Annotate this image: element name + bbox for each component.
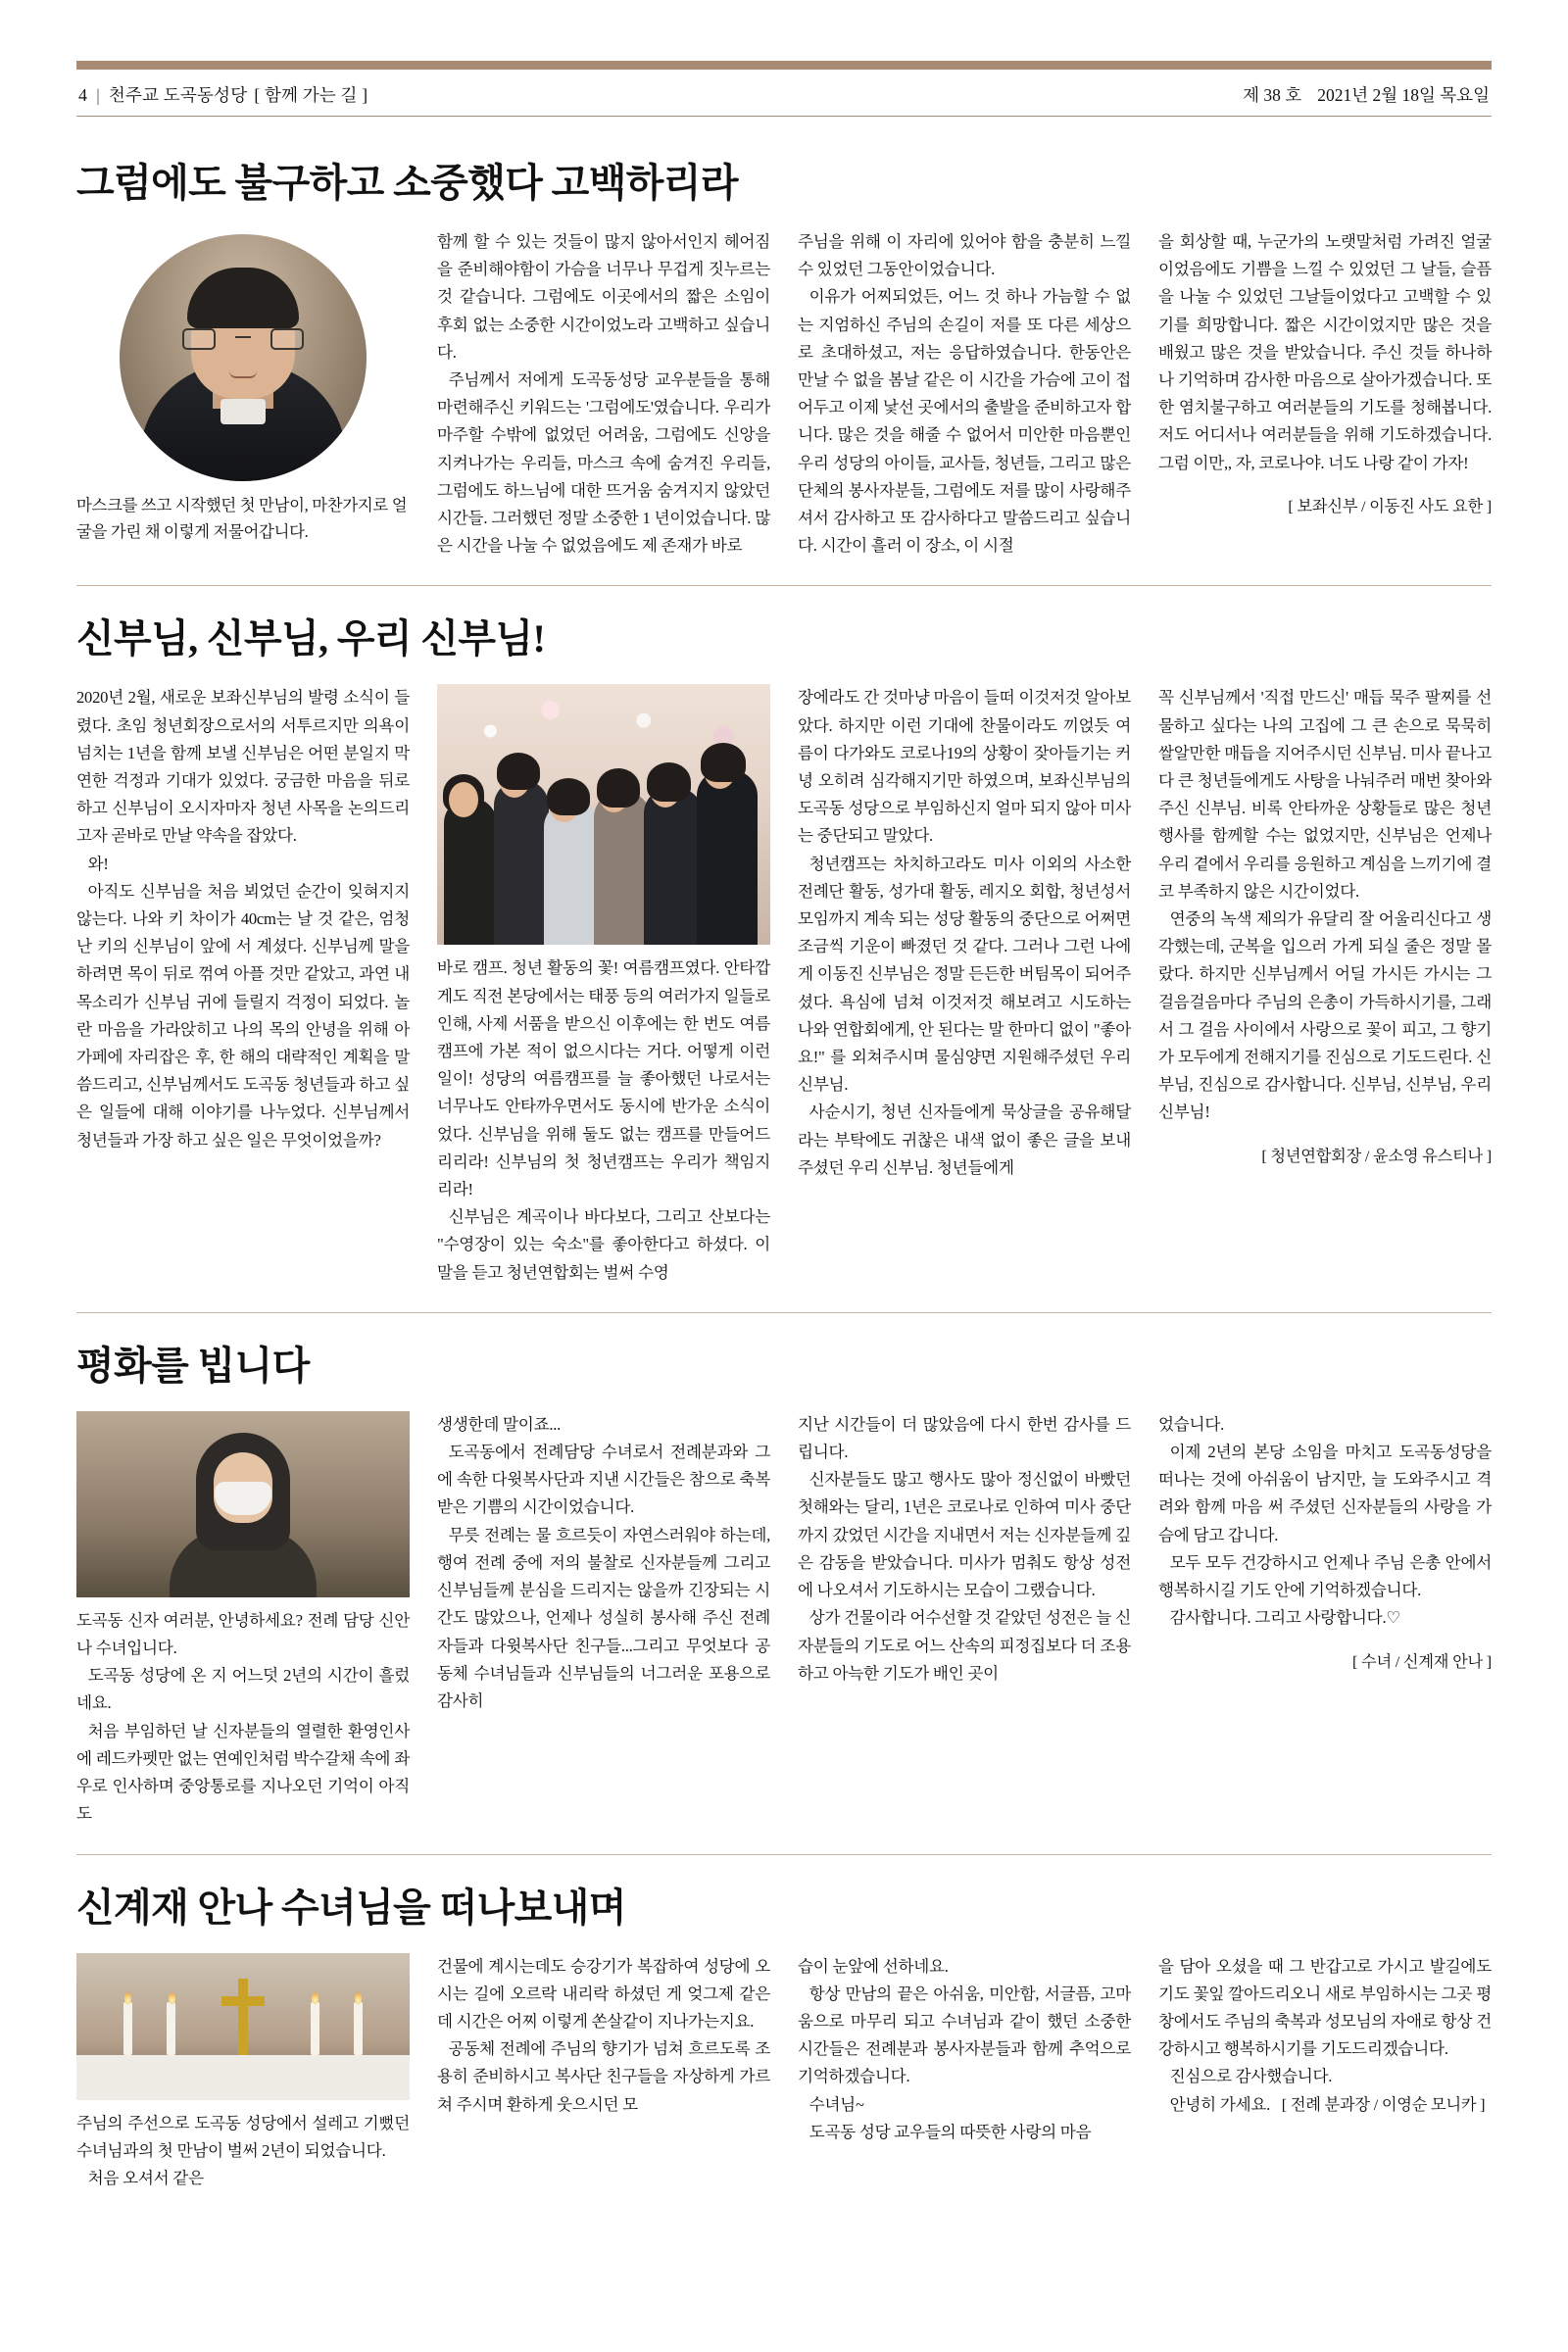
- paragraph: 처음 부임하던 날 신자분들의 열렬한 환영인사에 레드카펫만 없는 연예인처럼 박수갈채 속에 좌우로 인사하며 중앙통로를 지나오던 기억이 아직도: [76, 1721, 410, 1824]
- priest-portrait-photo: [76, 234, 410, 545]
- article-4: [76, 1854, 1492, 2193]
- article-4-col-2: [437, 1953, 770, 2119]
- priest-portrait-image: [120, 234, 367, 481]
- article-2-col-3: [798, 684, 1131, 1182]
- paragraph: 도곡동에서 전례담당 수녀로서 전례분과와 그에 속한 다윗복사단과 지낸 시간들은 참으로 축복받은 기쁨의 시간이었습니다.: [437, 1443, 770, 1517]
- paragraph: 수녀님~: [808, 2094, 864, 2114]
- article-3-col-1: [76, 1411, 410, 1829]
- paragraph: 이제 2년의 본당 소임을 마치고 도곡동성당을 떠나는 것에 아쉬움이 남지만, 늘 도와주시고 격려와 함께 마음 써 주셨던 신자분들의 사랑을 가슴에 담고 갑니다.: [1158, 1443, 1492, 1544]
- article-4-col-1: [76, 1953, 410, 2193]
- paragraph: 함께 할 수 있는 것들이 많지 않아서인지 헤어짐을 준비해야함이 가슴을 너무나 무겁게 짓누르는 것 같습니다. 그럼에도 이곳에서의 짧은 소임이 후회 없는 소중한 시간이었노라 고백하고 싶습니다.: [437, 232, 770, 362]
- nun-portrait-photo: [76, 1411, 410, 1597]
- article-4-columns: [76, 1953, 1492, 2193]
- masthead-divider: |: [96, 85, 100, 105]
- paragraph: 장에라도 간 것마냥 마음이 들떠 이것저것 알아보았다. 하지만 이런 기대에 찬물이라도 끼얹듯 여름이 다가와도 코로나19의 상황이 잦아들기는 커녕 오히려 심각해지기만 하였으며, 보좌신부님의 도곡동 성당으로 부임하신지 얼마 되지 않아 미사는 중단되고 말았다.: [798, 688, 1131, 846]
- paragraph: 와!: [87, 854, 109, 873]
- masthead: [76, 70, 1492, 117]
- article-4-col-4: [1158, 1953, 1492, 2120]
- article-3-headline: 평화를 빕니다: [76, 1343, 310, 1388]
- article-2-byline: [ 청년연합회장 / 윤소영 유스티나 ]: [1261, 1147, 1492, 1165]
- article-1: [76, 160, 1492, 560]
- paragraph: 2020년 2월, 새로운 보좌신부님의 발령 소식이 들렸다. 초임 청년회장으로서의 서투르지만 의욕이 넘치는 1년을 함께 보낼 신부님은 어떤 분일지 막연한 걱정과 기대가 있었다. 궁금한 마음을 뒤로 하고 신부님이 오시자마자 청년 사목을 논의드리고자 곧바로 만날 약속을 잡았다.: [76, 688, 410, 846]
- paragraph: 청년캠프는 차치하고라도 미사 이외의 사소한 전례단 활동, 성가대 활동, 레지오 회합, 청년성서모임까지 계속 되는 성당 활동의 중단으로 어쩌면 조금씩 기운이 빠졌던 것 같다. 그러나 그런 나에게 이동진 신부님은 정말 든든한 버팀목이 되어주셨다. 욕심에 넘쳐 이것저것 해보려고 시도하는 나와 연합회에게, 안 된다는 말 한마디 없이 "좋아요!" 를 외쳐주시며 물심양면 지원해주셨던 우리 신부님.: [798, 854, 1131, 1095]
- article-3: [76, 1312, 1492, 1829]
- paragraph: 주님께서 저에게 도곡동성당 교우분들을 통해 마련해주신 키워드는 '그럼에도'였습니다. 우리가 마주할 수밖에 없었던 어려움, 그럼에도 신앙을 지켜나가는 우리들, 마스크 속에 숨겨진 우리들, 그럼에도 하느님에 대한 뜨거움 숨겨지지 않았던 시간들. 그러했던 정말 소중한 1 년이었습니다. 많은 시간을 나눌 수 없었음에도 제 존재가 바로: [437, 370, 770, 556]
- section-name: [ 함께 가는 길 ]: [254, 85, 368, 105]
- article-4-col-3: [798, 1953, 1131, 2146]
- article-4-closing: 안녕히 가세요. [ 전례 분과장 / 이영순 모니카 ]: [1169, 2094, 1486, 2114]
- article-1-col-4: [1158, 228, 1492, 516]
- paragraph: 공동체 전례에 주님의 향기가 넘쳐 흐르도록 조용히 준비하시고 복사단 친구들을 자상하게 가르쳐 주시며 환하게 웃으시던 모: [437, 2039, 770, 2114]
- paragraph: 감사합니다. 그리고 사랑합니다.♡: [1169, 1608, 1400, 1628]
- paragraph: 처음 오셔서 같은: [87, 2168, 204, 2187]
- youth-group-photo: [437, 684, 770, 945]
- article-2-col-2: [437, 684, 770, 1286]
- paragraph: 무릇 전례는 물 흐르듯이 자연스러워야 하는데, 행여 전례 중에 저의 불찰로 신자분들께 그리고 신부님들께 분심을 드리지는 않을까 긴장되는 시간도 많았으나, 언제나 성실히 봉사해 주신 전례자들과 다윗복사단 친구들...그리고 무엇보다 공동체 수녀님들과 신부님들의 너그러운 포용으로 감사히: [437, 1525, 770, 1710]
- paragraph: 이유가 어찌되었든, 어느 것 하나 가늠할 수 없는 지엄하신 주님의 손길이 저를 또 다른 세상으로 초대하셨고, 저는 응답하였습니다. 한동안은 만날 수 없을 봄날 같은 이 시간을 가슴에 고이 접어두고 이제 낯선 곳에서의 출발을 준비하고자 합니다. 많은 것을 해줄 수 없어서 미안한 마음뿐인 우리 성당의 아이들, 교사들, 청년들, 그리고 많은 단체의 봉사자분들, 그럼에도 저를 많이 사랑해주셔서 감사하고 또 감사하다고 말씀드리고 싶습니다. 시간이 흘러 이 장소, 이 시절: [798, 287, 1131, 556]
- paragraph: 도곡동 성당 교우들의 따뜻한 사랑의 마음: [808, 2122, 1092, 2141]
- paragraph: 꼭 신부님께서 '직접 만드신' 매듭 묵주 팔찌를 선물하고 싶다는 나의 고집에 그 큰 손으로 묵묵히 쌀알만한 매듭을 지어주시던 신부님. 미사 끝나고 다 큰 청년들에게도 사탕을 나눠주러 매번 찾아와주신 신부님. 비록 안타까운 상황들로 많은 청년행사를 함께할 수는 없었지만, 신부님은 언제나 우리 곁에서 우리를 응원하고 계심을 느끼기에 결코 부족하지 않은 시간이었다.: [1158, 688, 1492, 901]
- publication-date: 2021년 2월 18일 목요일: [1317, 85, 1490, 105]
- paragraph: 건물에 계시는데도 승강기가 복잡하여 성당에 오시는 길에 오르락 내리락 하셨던 게 엊그제 같은데 시간은 어찌 이렇게 쏜살같이 지나가는지요.: [437, 1956, 770, 2031]
- paragraph: 신부님은 계곡이나 바다보다, 그리고 산보다는 "수영장이 있는 숙소"를 좋아한다고 하셨다. 이 말을 듣고 청년연합회는 벌써 수영: [437, 1207, 770, 1282]
- nun-portrait-image: [76, 1411, 410, 1597]
- paragraph: 도곡동 신자 여러분, 안녕하세요? 전례 담당 신안나 수녀입니다.: [76, 1610, 410, 1658]
- paragraph: 을 회상할 때, 누군가의 노랫말처럼 가려진 얼굴이었음에도 기쁨을 느낄 수 있었던 그 날들, 슬픔을 나눌 수 있었던 그날들이었다고 고백할 수 있기를 희망합니다. 짧은 시간이었지만 많은 것을 배웠고 많은 것을 받았습니다. 주신 것들 하나하나 기억하며 감사한 마음으로 살아가겠습니다. 또한 염치불구하고 여러분들의 기도를 청해봅니다. 저도 어디서나 여러분들을 위해 기도하겠습니다. 그럼 이만,, 자, 코로나야. 너도 나랑 같이 가자!: [1158, 232, 1492, 472]
- paragraph: 바로 캠프. 청년 활동의 꽃! 여름캠프였다. 안타깝게도 직전 본당에서는 태풍 등의 여러가지 일들로 인해, 사제 서품을 받으신 이후에는 한 번도 여름캠프에 가본 적이 없으시다는 거다. 어떻게 이런 일이! 성당의 여름캠프를 늘 좋아했던 나로서는 너무나도 안타까우면서도 동시에 반가운 소식이었다. 신부님을 위해 둘도 없는 캠프를 만들어드리리라! 신부님의 첫 청년캠프는 우리가 책임지리라!: [437, 958, 770, 1200]
- article-2-headline: 신부님, 신부님, 우리 신부님!: [76, 616, 546, 662]
- masthead-top-rule: [76, 61, 1492, 70]
- paragraph: 을 담아 오셨을 때 그 반갑고로 가시고 발길에도 기도 꽃잎 깔아드리오니 새로 부임하시는 그곳 평창에서도 주님의 축복과 성모님의 자애로 항상 건강하시고 행복하시기를 기도드리겠습니다.: [1158, 1956, 1492, 2059]
- article-1-col-2: [437, 228, 770, 560]
- altar-candles-image: [76, 1953, 410, 2100]
- paragraph: 아직도 신부님을 처음 뵈었던 순간이 잊혀지지 않는다. 나와 키 차이가 40cm는 날 것 같은, 엄청난 키의 신부님이 앞에 서 계셨다. 신부님께 말을 하려면 목이 뒤로 꺾여 아플 것만 같았고, 과연 내 목소리가 신부님 귀에 들릴지 걱정이 되었다. 놀란 마음을 가라앉히고 나의 목의 안녕을 위해 아가페에 자리잡은 후, 한 해의 대략적인 계획을 말씀드리고, 신부님께서도 도곡동 청년들과 하고 싶은 일들에 대해 이야기를 나누었다. 신부님께서 청년들과 가장 하고 싶은 일은 무엇이었을까?: [76, 881, 410, 1150]
- altar-candles-photo: [76, 1953, 410, 2100]
- article-1-photo-caption: 마스크를 쓰고 시작했던 첫 만남이, 마찬가지로 얼굴을 가린 채 이렇게 저물어갑니다.: [76, 496, 408, 541]
- paragraph: 신자분들도 많고 행사도 많아 정신없이 바빴던 첫해와는 달리, 1년은 코로나로 인하여 미사 중단까지 갔었던 시간을 지내면서 저는 신자분들께 깊은 감동을 받았습니다. 미사가 멈춰도 항상 성전에 나오셔서 기도하시는 모습이 그랬습니다.: [798, 1470, 1131, 1600]
- youth-group-image: [437, 684, 770, 945]
- issue-number: 제 38 호: [1243, 85, 1302, 105]
- paragraph: 사순시기, 청년 신자들에게 묵상글을 공유해달라는 부탁에도 귀찮은 내색 없이 좋은 글을 보내주셨던 우리 신부님. 청년들에게: [798, 1102, 1131, 1177]
- article-1-headline: 그럼에도 불구하고 소중했다 고백하리라: [76, 161, 738, 205]
- article-4-rule: [76, 1854, 1492, 1855]
- paragraph: 지난 시간들이 더 많았음에 다시 한번 감사를 드립니다.: [798, 1414, 1131, 1462]
- masthead-left: [78, 82, 368, 107]
- masthead-right: [1243, 82, 1490, 107]
- paragraph: 습이 눈앞에 선하네요.: [798, 1956, 949, 1976]
- paragraph: 항상 만남의 끝은 아쉬움, 미안함, 서글픔, 고마움으로 마무리 되고 수녀님과 같이 했던 소중한 시간들은 전례분과 봉사자분들과 함께 추억으로 기억하겠습니다.: [798, 1984, 1131, 2086]
- paragraph: 도곡동 성당에 온 지 어느덧 2년의 시간이 흘렀네요.: [76, 1666, 410, 1713]
- article-3-col-4: [1158, 1411, 1492, 1672]
- paragraph: 모두 모두 건강하시고 언제나 주님 은총 안에서 행복하시길 기도 안에 기억하겠습니다.: [1158, 1552, 1492, 1600]
- paragraph: 주님의 주선으로 도곡동 성당에서 설레고 기뻤던 수녀님과의 첫 만남이 벌써 2년이 되었습니다.: [76, 2113, 410, 2160]
- church-name: 천주교 도곡동성당: [108, 85, 248, 105]
- article-4-byline: [ 전례 분과장 / 이영순 모니카 ]: [1281, 2095, 1486, 2114]
- paragraph: 생생한데 말이죠...: [437, 1414, 562, 1434]
- article-1-columns: [76, 228, 1492, 560]
- article-1-col-1: [76, 228, 410, 555]
- paragraph: 주님을 위해 이 자리에 있어야 함을 충분히 느낄 수 있었던 그동안이었습니다.: [798, 232, 1131, 279]
- article-2-col-4: [1158, 684, 1492, 1165]
- article-3-col-2: [437, 1411, 770, 1715]
- article-3-columns: [76, 1411, 1492, 1829]
- paragraph: 진심으로 감사했습니다.: [1169, 2067, 1333, 2086]
- article-3-rule: [76, 1312, 1492, 1313]
- paragraph: 었습니다.: [1158, 1414, 1225, 1434]
- article-4-headline: 신계재 안나 수녀님을 떠나보내며: [76, 1885, 626, 1930]
- article-2-col-1: [76, 684, 410, 1153]
- article-1-col-3: [798, 228, 1131, 560]
- article-1-byline: [ 보좌신부 / 이동진 사도 요한 ]: [1288, 497, 1492, 515]
- paragraph: 연중의 녹색 제의가 유달리 잘 어울리신다고 생각했는데, 군복을 입으러 가게 되실 줄은 정말 몰랐다. 하지만 신부님께서 어딜 가시든 가시는 그 걸음걸음마다 주님의 은총이 가득하시기를, 그래서 그 걸음 사이에서 사랑으로 꽃이 피고, 그 향기가 모두에게 전해지기를 진심으로 기도드린다. 신부님, 진심으로 감사합니다. 신부님, 신부님, 우리 신부님!: [1158, 909, 1492, 1122]
- paragraph: 상가 건물이라 어수선할 것 같았던 성전은 늘 신자분들의 기도로 어느 산속의 피정집보다 더 조용하고 아늑한 기도가 배인 곳이: [798, 1608, 1131, 1683]
- article-2-rule: [76, 585, 1492, 586]
- page-number: 4: [78, 85, 88, 105]
- article-2: [76, 585, 1492, 1286]
- article-3-col-3: [798, 1411, 1131, 1688]
- article-2-columns: [76, 684, 1492, 1286]
- newsletter-page: [0, 61, 1568, 2352]
- article-3-byline: [ 수녀 / 신계재 안나 ]: [1352, 1652, 1492, 1671]
